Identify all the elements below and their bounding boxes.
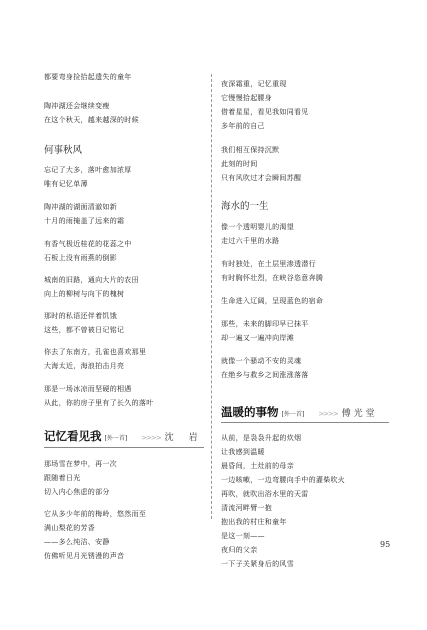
poem-title-heshiqiufeng: 何事秋风 <box>44 145 83 156</box>
poem-tag: [外一首] <box>104 435 128 442</box>
text-line: 城南的旧路，通向大片的农田 <box>44 276 139 284</box>
text-line: ——多么纯洁、安静 <box>44 538 110 546</box>
title-underline <box>221 422 389 423</box>
text-line: 跟随着日光 <box>44 474 81 482</box>
text-line: 切入内心焦虑的部分 <box>44 488 110 496</box>
text-line: 那场雪在梦中，再一次 <box>44 460 117 468</box>
text-line: 满山梨花的芳香 <box>44 524 96 532</box>
text-line: 唯有记忆单薄 <box>44 180 88 188</box>
text-line: 抱出我的村庄和童年 <box>221 518 287 526</box>
text-line: 陶冲湖还会继续变瘦 <box>44 102 110 110</box>
poem-tag: [外一首] <box>281 411 305 418</box>
text-line: 再吹，就吹出浴水里的天雷 <box>221 490 309 498</box>
text-line: 借着星星，看见我如同看见 <box>221 108 309 116</box>
text-line: 它慢慢拾起腰身 <box>221 94 273 102</box>
text-line: 此刻的时间 <box>221 160 258 168</box>
arrows-icon: >>>> <box>141 434 161 442</box>
text-line: 仿佛听见月光锈漫的声音 <box>44 552 125 560</box>
author-name: 沈 岩 <box>164 433 201 443</box>
text-line: 清流河畔臂一抱 <box>221 504 273 512</box>
text-line: 生命进入辽阔，呈现蓝色的宿命 <box>221 297 324 305</box>
text-line: 你去了东南方，孔雀也喜欢那里 <box>44 348 147 356</box>
text-line: 那时的私语还伴着饥饿 <box>44 312 117 320</box>
text-line: 从前，是袅袅升起的炊烟 <box>221 434 302 442</box>
text-line: 夜深霜重，记忆重现 <box>221 80 287 88</box>
text-line: 是这一刻—— <box>221 532 265 540</box>
text-line: 这些，都不曾被日记铭记 <box>44 326 125 334</box>
text-line: 那是一场冰凉而坚硬的相遇 <box>44 385 132 393</box>
text-line: 却一遍又一遍冲向岸滩 <box>221 334 294 342</box>
text-line: 忘记了大多，落叶愈加浓厚 <box>44 166 132 174</box>
text-line: 有时独处，在土层里渗透潜行 <box>221 260 316 268</box>
text-line: 我们相互保持沉默 <box>221 146 280 154</box>
text-line: 在绝乡与救乡之间涨涨落落 <box>221 371 309 379</box>
text-line: 多年前的自己 <box>221 122 265 130</box>
author-name: 傅光堂 <box>341 409 378 419</box>
text-line: 夜归的父亲 <box>221 546 258 554</box>
poem-title-haishui: 海水的一生 <box>221 201 269 212</box>
text-line: 陶冲湖的湖面清澈如新 <box>44 203 117 211</box>
text-line: 让我感到温暖 <box>221 448 265 456</box>
poem-title-block <box>221 404 378 420</box>
text-line: 晨昏间，土灶前的母亲 <box>221 462 294 470</box>
poem-title-block <box>44 428 201 444</box>
arrows-icon: >>>> <box>318 410 338 418</box>
text-line: 有香气极近桂花的花蕊之中 <box>44 240 132 248</box>
text-line: 像一个透明婴儿的渴望 <box>221 223 294 231</box>
page-number: 95 <box>380 540 391 549</box>
text-line: 十月的雨掩盖了远来的霜 <box>44 217 125 225</box>
text-line: 它从多少年前的梅岭，悠然而至 <box>44 510 147 518</box>
poem-title-wennuan: 温暖的事物 <box>221 405 279 419</box>
column-divider <box>211 74 212 519</box>
poem-title-jiyi: 记忆看见我 <box>44 429 102 443</box>
text-line: 只有风吹过才会瞬间苏醒 <box>221 174 302 182</box>
text-line: 向上的柳树与向下的槐树 <box>44 290 125 298</box>
text-line: 有时胸怀壮烈，在峡谷恣意奔腾 <box>221 274 324 282</box>
text-line: 大海太近，海浪拍击月亮 <box>44 362 125 370</box>
text-line: 一边咳嗽，一边弯腰向手中的灌柴吹火 <box>221 476 346 484</box>
text-line: 就像一个骚动不安的灵魂 <box>221 357 302 365</box>
text-line: 走过六千里的水路 <box>221 237 280 245</box>
text-line: 在这个秋天，越来越深的时候 <box>44 116 139 124</box>
text-line: 那些，未来的脚印早已抹平 <box>221 320 309 328</box>
text-line: 都要弯身捡拾起遗失的童年 <box>44 73 132 81</box>
text-line: 从此，你的房子里有了长久的落叶 <box>44 399 154 407</box>
text-line: 石板上没有雨燕的倒影 <box>44 254 117 262</box>
title-underline <box>44 447 204 448</box>
text-line: 一下子关紧身后的风雪 <box>221 560 294 568</box>
